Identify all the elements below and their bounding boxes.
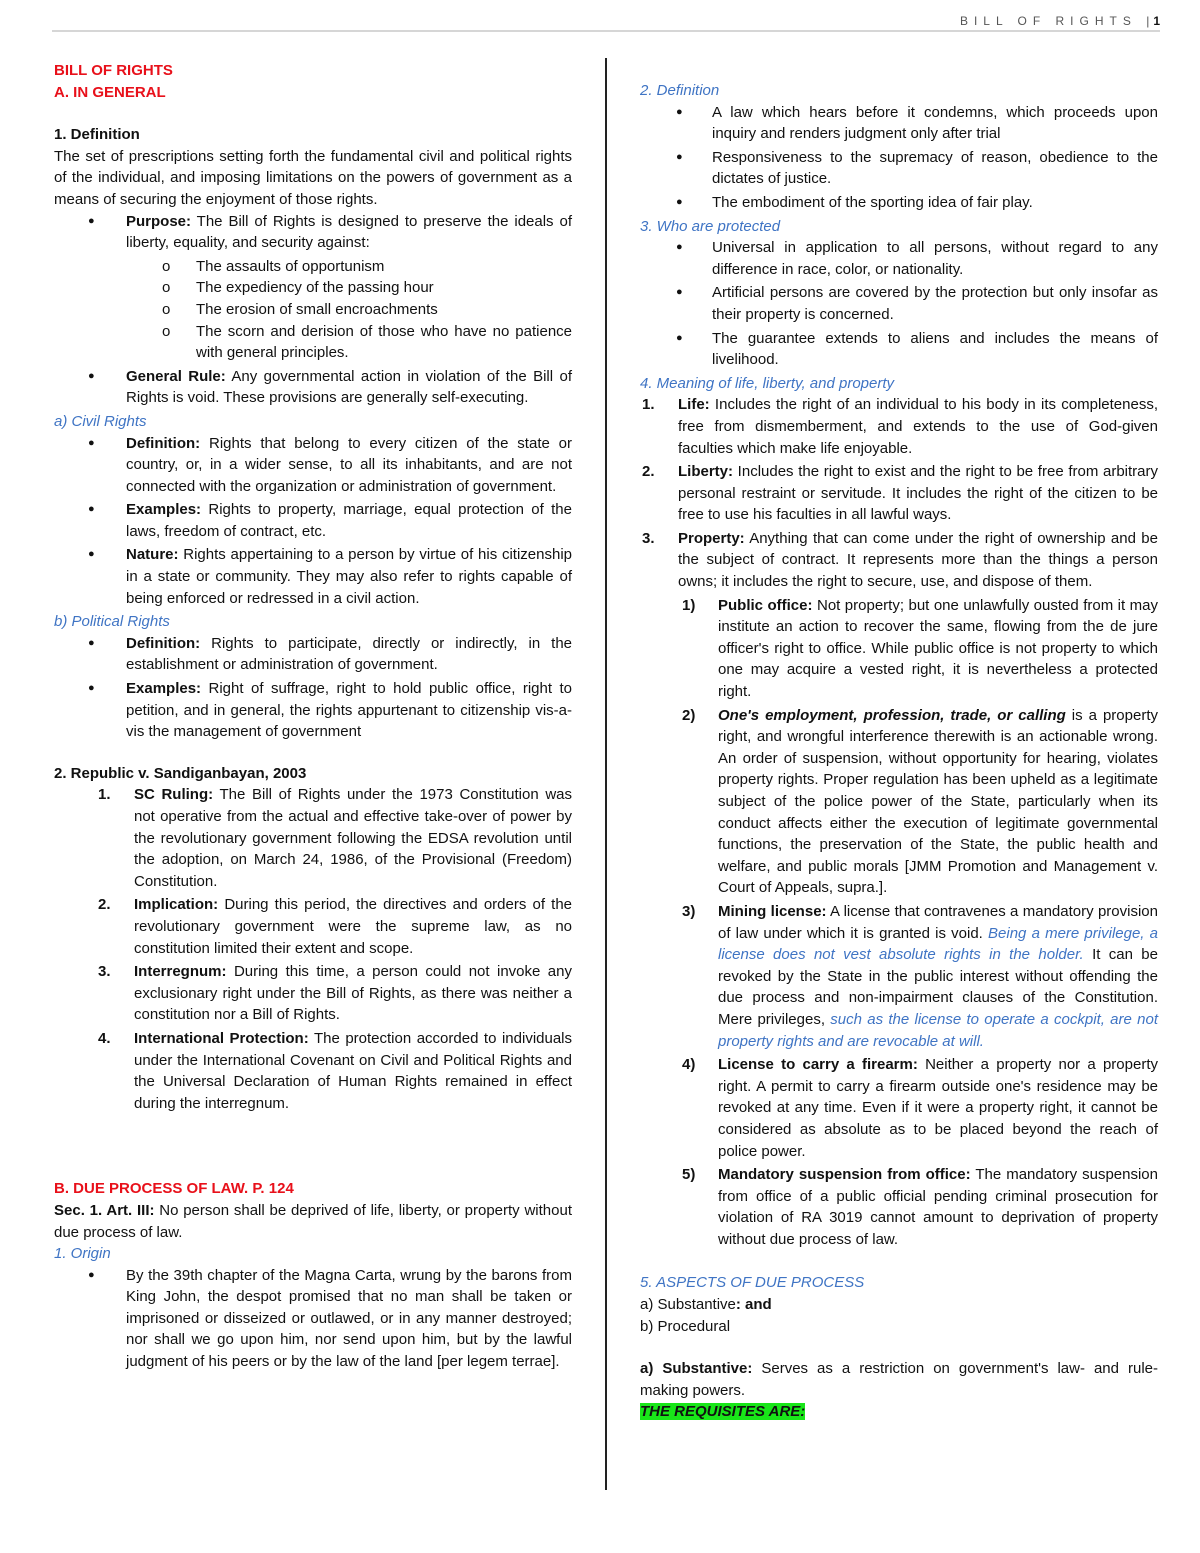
definition-item: ● A law which hears before it condemns, which proceeds upon inquiry and renders judgment only after trial <box>640 102 1158 145</box>
item-number: 5) <box>682 1166 696 1184</box>
header-separator: | <box>1146 14 1150 28</box>
item-text: Anything that can come under the right of ownership and be the subject of contract. It represents more than the things a person owns; it includes the right to secure, use, and dispose of them. <box>678 529 1158 591</box>
item-number: 4) <box>682 1056 696 1074</box>
purpose-item <box>54 211 572 254</box>
item-label: Definition: <box>126 634 201 652</box>
section-text: No person shall be deprived of life, liberty, or property without due process of law. <box>54 1201 572 1241</box>
republic-item <box>54 1028 572 1114</box>
item-label: International Protection: <box>134 1029 309 1047</box>
item-text: Rights to property, marriage, equal protection of the laws, freedom of contract, etc. <box>126 501 572 540</box>
item-label: Mining license: <box>718 902 827 920</box>
item-label: Property: <box>678 529 745 547</box>
item-text: During this period, the directives and orders of the revolutionary government were the supreme law, as no constitution limited their extent and scope. <box>134 896 572 957</box>
left-column <box>54 60 572 1375</box>
header-rule <box>52 30 1160 32</box>
republic-item <box>54 784 572 892</box>
item-number: 1) <box>682 596 696 614</box>
item-text: Rights to participate, directly or indirectly, in the establishment or administration of government. <box>126 634 572 674</box>
definition-2-heading: 2. Definition <box>640 82 720 99</box>
republic-item <box>54 961 572 1026</box>
item-text: Neither a property nor a property right. A permit to carry a firearm outside one's residence may be revoked at any time. Even if it were a property right, it cannot be considered as absolute as to be placed beyond the reach of police power. <box>718 1056 1158 1160</box>
who-protected-item: ● The guarantee extends to aliens and includes the means of livelihood. <box>640 328 1158 371</box>
item-text: Not property; but one unlawfully ousted from it may institute an action to recover the same, flowing from the de jure officer's right to office. While public office is not property to which one may acquire a vested right, it is nevertheless a protected right. <box>718 596 1158 701</box>
item-label: Liberty: <box>678 463 734 481</box>
item-text: Includes the right of an individual to his body in its completeness, free from dismemberment, and extends to the use of God-given faculties which make life enjoyable. <box>678 396 1158 457</box>
item-number: 4. <box>98 1029 111 1047</box>
political-rights-heading: b) Political Rights <box>54 613 170 631</box>
section-b-heading: B. DUE PROCESS OF LAW. P. 124 <box>54 1180 294 1198</box>
republic-heading: 2. Republic v. Sandiganbayan, 2003 <box>54 764 307 782</box>
political-rights-item <box>54 678 572 743</box>
property-item <box>640 705 1158 899</box>
aspect-a-suffix: : and <box>735 1296 772 1314</box>
item-label: Interregnum: <box>134 963 227 981</box>
purpose-subitem: o The expediency of the passing hour <box>54 277 572 299</box>
substantive-paragraph <box>640 1358 1158 1401</box>
item-label: Implication: <box>134 896 219 914</box>
item-text: The Bill of Rights under the 1973 Constitution was not operative from the actual and effective take-over of power by the revolutionary government following the EDSA revolution until the adoption, on March 24, 1986, of the Provisional (Freedom) Constitution. <box>134 786 573 890</box>
purpose-subitem: o The erosion of small encroachments <box>54 299 572 321</box>
aspect-a <box>640 1294 1158 1316</box>
highlighted-text: such as the license to operate a cockpit, are not property rights and are revocable at will. <box>718 1010 1158 1050</box>
definition-heading: 1. Definition <box>54 126 140 144</box>
aspect-a-label: a) Substantive <box>640 1296 736 1314</box>
item-label: Public office: <box>718 596 813 614</box>
item-number: 1. <box>642 396 655 414</box>
item-label: Life: <box>678 396 710 414</box>
item-text: A license that contravenes a mandatory provision of law under which it is granted is void. <box>718 902 1158 942</box>
aspect-b: b) Procedural <box>640 1317 731 1335</box>
right-column <box>640 80 1158 1423</box>
who-protected-item: ● Artificial persons are covered by the protection but only insofar as their property is concerned. <box>640 282 1158 325</box>
purpose-label: Purpose: <box>126 212 192 230</box>
general-rule-item <box>54 366 572 409</box>
item-text: Rights appertaining to a person by virtue of his citizenship in a state or community. They may also refer to rights capable of being enforced or redressed in a civil action. <box>126 546 572 607</box>
purpose-text: The Bill of Rights is designed to preserve the ideals of liberty, equality, and security against: <box>126 212 572 252</box>
general-rule-text: Any governmental action in violation of the Bill of Rights is void. These provisions are generally self-executing. <box>126 367 572 407</box>
item-text: It can be revoked by the State in the public interest without offending the due process and non-impairment clauses of the Constitution. Mere privileges, <box>718 946 1158 1028</box>
property-item <box>640 901 1158 1052</box>
page-number: 1 <box>1153 14 1160 28</box>
item-label: Examples: <box>126 680 202 698</box>
item-text: Includes the right to exist and the right to be free from arbitrary personal restraint or servitude. It includes the right of the citizen to be free to use his faculties in all lawful ways. <box>678 463 1158 524</box>
item-label: Nature: <box>126 546 179 564</box>
item-label: One's employment, profession, trade, or calling <box>718 706 1066 724</box>
meaning-item <box>640 394 1158 459</box>
origin-heading: 1. Origin <box>54 1245 111 1263</box>
requisites-line <box>640 1401 1158 1423</box>
purpose-subitem: o The scorn and derision of those who have no patience with general principles. <box>54 321 572 364</box>
item-text: is a property right, and wrongful interference therewith is an actionable wrong. An order of suspension, without opportunity for hearing, violates property rights. Proper regulation has been upheld as a legitimate subject of the police power of the State, particularly when its conduct affects either the execution of legitimate governmental functions, the preservation of the State, the public health and welfare, and public morals [JMM Promotion and Management v. Court of Appeals, supra.]. <box>718 706 1158 897</box>
item-label: Examples: <box>126 501 202 519</box>
item-text: During this time, a person could not invoke any exclusionary right under the Bill of Rights, as there was neither a constitution nor a Bill of Rights. <box>134 963 572 1024</box>
page-header <box>960 14 1160 28</box>
column-divider <box>605 58 607 1490</box>
definition-item: ● The embodiment of the sporting idea of fair play. <box>640 192 1158 214</box>
highlighted-text: Being a mere privilege, a license does not vest absolute rights in the holder. <box>718 924 1158 964</box>
section-1-text <box>54 1200 572 1243</box>
item-number: 2) <box>682 706 696 724</box>
item-text: Rights that belong to every citizen of the state or country, or, in a wider sense, to all its inhabitants, and are not connected with the organization or administration of government. <box>126 434 572 495</box>
item-number: 3. <box>98 963 111 981</box>
item-label: SC Ruling: <box>134 786 214 804</box>
meaning-heading: 4. Meaning of life, liberty, and property <box>640 374 895 392</box>
meaning-item <box>640 528 1158 593</box>
header-title: BILL OF RIGHTS <box>959 14 1137 28</box>
substantive-text: Serves as a restriction on government's law- and rule-making powers. <box>640 1360 1158 1399</box>
civil-rights-item <box>54 544 572 609</box>
civil-rights-heading: a) Civil Rights <box>54 412 147 430</box>
meaning-item <box>640 461 1158 526</box>
aspects-heading: 5. ASPECTS OF DUE PROCESS <box>640 1274 865 1292</box>
definition-text: The set of prescriptions setting forth the fundamental civil and political rights of the individual, and imposing limitations on the powers of government as a means of securing the enjoyment of those rights. <box>54 147 572 208</box>
item-number: 1. <box>98 786 111 804</box>
purpose-subitem: o The assaults of opportunism <box>54 256 572 278</box>
item-number: 3. <box>642 529 655 547</box>
substantive-label: a) Substantive: <box>640 1360 753 1378</box>
political-rights-item <box>54 633 572 676</box>
section-label: Sec. 1. Art. III: <box>54 1201 155 1219</box>
item-text: Right of suffrage, right to hold public office, right to petition, and in general, the rights appurtenant to citizenship vis-a-vis the management of government <box>126 680 572 741</box>
origin-item: ● By the 39th chapter of the Magna Carta, wrung by the barons from King John, the despot promised that no man shall be taken or imprisoned or disseized or outlawed, or in any manner destroyed; nor shall we go upon him, nor send upon him, but by the lawful judgment of his peers or by the law of the land [per legem terrae]. <box>54 1265 572 1373</box>
general-rule-label: General Rule: <box>126 367 226 385</box>
item-label: Mandatory suspension from office: <box>718 1166 971 1184</box>
item-text: The mandatory suspension from office of a public official pending criminal prosecution for violation of RA 3019 cannot amount to deprivation of property without due process of law. <box>718 1166 1158 1248</box>
definition-item: ● Responsiveness to the supremacy of reason, obedience to the dictates of justice. <box>640 147 1158 190</box>
civil-rights-item <box>54 499 572 542</box>
item-label: License to carry a firearm: <box>718 1056 918 1074</box>
item-number: 2. <box>642 463 655 481</box>
item-number: 3) <box>682 902 696 920</box>
item-text: The protection accorded to individuals under the International Covenant on Civil and Political Rights and the Universal Declaration of Human Rights remained in effect during the interregnum. <box>134 1029 573 1112</box>
republic-item <box>54 894 572 959</box>
who-protected-heading: 3. Who are protected <box>640 217 781 235</box>
requisites-highlight: THE REQUISITES ARE: <box>640 1403 806 1421</box>
civil-rights-item <box>54 433 572 498</box>
property-item <box>640 595 1158 703</box>
property-item <box>640 1164 1158 1250</box>
section-a-heading: A. IN GENERAL <box>54 83 166 101</box>
item-label: Definition: <box>126 434 201 452</box>
doc-title: BILL OF RIGHTS <box>54 62 173 79</box>
property-item <box>640 1054 1158 1162</box>
who-protected-item: ● Universal in application to all persons, without regard to any difference in race, color, or nationality. <box>640 237 1158 280</box>
item-number: 2. <box>98 896 111 914</box>
